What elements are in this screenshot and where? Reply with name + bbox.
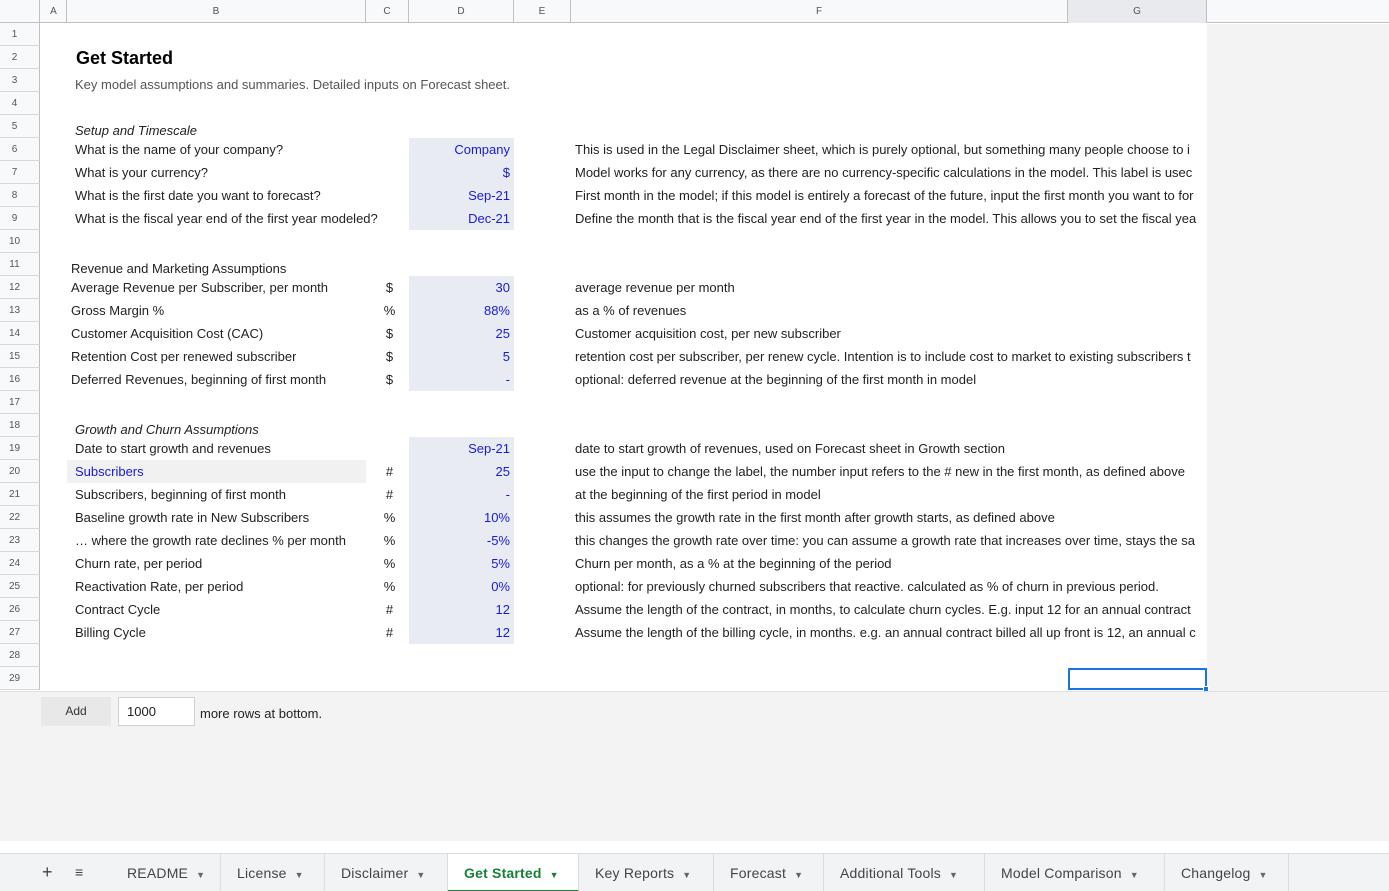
row-number: 18 xyxy=(8,420,21,431)
growth-input-value[interactable]: 12 xyxy=(409,621,514,644)
sheet-tab-bar xyxy=(0,853,1389,891)
row-number: 6 xyxy=(11,144,18,155)
growth-note: Assume the length of the billing cycle, in months. e.g. an annual contract billed all up front is 12, an annual c xyxy=(575,625,1196,640)
sheet-tab-label: Forecast xyxy=(730,865,787,881)
row-number: 25 xyxy=(8,581,21,592)
growth-input-value[interactable]: 12 xyxy=(409,598,514,621)
growth-note: this assumes the growth rate in the first month after growth starts, as defined above xyxy=(575,510,1055,525)
row-header[interactable] xyxy=(0,161,40,184)
growth-note: Churn per month, as a % at the beginning of the period xyxy=(575,556,892,571)
row-number: 28 xyxy=(8,650,21,661)
sheet-empty-right xyxy=(1207,24,1389,692)
chevron-down-icon[interactable]: ▼ xyxy=(416,870,426,880)
sheet-tab-forecast[interactable] xyxy=(714,854,824,891)
setup-input-value[interactable]: Dec-21 xyxy=(409,207,514,230)
add-sheet-icon[interactable]: + xyxy=(42,862,53,882)
setup-input-value[interactable]: Sep-21 xyxy=(409,184,514,207)
revenue-note: optional: deferred revenue at the beginning of the first month in model xyxy=(575,372,977,387)
row-number: 3 xyxy=(11,75,18,86)
growth-note: date to start growth of revenues, used on Forecast sheet in Growth section xyxy=(575,441,1005,456)
row-header[interactable] xyxy=(0,276,40,299)
revenue-unit: $ xyxy=(385,349,394,364)
setup-input-value[interactable]: $ xyxy=(409,161,514,184)
row-number: 11 xyxy=(9,259,20,270)
row-number: 29 xyxy=(8,673,21,684)
growth-label: … where the growth rate declines % per month xyxy=(75,533,346,548)
growth-unit: # xyxy=(385,602,394,617)
setup-note: Define the month that is the fiscal year end of the first year in the model. This allows you to set the fiscal yea xyxy=(575,211,1197,226)
row-number: 23 xyxy=(8,535,21,546)
revenue-note: retention cost per subscriber, per renew cycle. Intention is to include cost to market to existing subscribers t xyxy=(575,349,1191,364)
setup-note: First month in the model; if this model is entirely a forecast of the future, input the first month you want to for xyxy=(575,188,1194,203)
subscribers-label-input[interactable]: Subscribers xyxy=(67,460,366,483)
row-header[interactable] xyxy=(0,506,40,529)
row-header[interactable] xyxy=(0,368,40,391)
growth-label: Subscribers, beginning of first month xyxy=(75,487,286,502)
growth-label: Churn rate, per period xyxy=(75,556,203,571)
chevron-down-icon[interactable]: ▼ xyxy=(294,870,304,880)
revenue-label: Gross Margin % xyxy=(71,303,165,318)
growth-label: Contract Cycle xyxy=(75,602,161,617)
row-number: 26 xyxy=(8,604,21,615)
chevron-down-icon[interactable]: ▼ xyxy=(196,870,206,880)
column-header-g[interactable]: G xyxy=(1068,0,1207,23)
row-number: 22 xyxy=(8,512,21,523)
growth-unit: % xyxy=(383,579,396,594)
setup-label: What is the fiscal year end of the first year modeled? xyxy=(75,211,378,226)
revenue-label: Retention Cost per renewed subscriber xyxy=(71,349,297,364)
sheet-tab-additional-tools[interactable] xyxy=(824,854,985,891)
row-number: 21 xyxy=(8,489,21,500)
revenue-unit: % xyxy=(383,303,396,318)
growth-input-value[interactable]: 5% xyxy=(409,552,514,575)
row-header[interactable] xyxy=(0,322,40,345)
row-number: 5 xyxy=(11,121,18,132)
growth-input-value[interactable]: 10% xyxy=(409,506,514,529)
row-number: 16 xyxy=(8,374,21,385)
sheet-tab-model-comparison[interactable] xyxy=(985,854,1165,891)
sheet-tab-label: License xyxy=(237,865,287,881)
page-title: Get Started xyxy=(76,48,174,68)
growth-heading: Growth and Churn Assumptions xyxy=(75,422,259,437)
row-number: 8 xyxy=(11,190,18,201)
growth-label: Date to start growth and revenues xyxy=(75,441,271,456)
sheet-tab-label: README xyxy=(127,865,189,881)
revenue-input-value[interactable]: 30 xyxy=(409,276,514,299)
growth-note: optional: for previously churned subscribers that reactive. calculated as % of churn in previous period. xyxy=(575,579,1159,594)
row-number: 7 xyxy=(11,167,18,178)
growth-input-value[interactable]: 0% xyxy=(409,575,514,598)
column-header-e[interactable]: E xyxy=(514,0,571,23)
growth-label: Baseline growth rate in New Subscribers xyxy=(75,510,310,525)
add-rows-count-input[interactable]: 1000 xyxy=(118,697,195,726)
sheet-tab-label: Get Started xyxy=(464,865,542,881)
revenue-note: as a % of revenues xyxy=(575,303,687,318)
row-header[interactable] xyxy=(0,483,40,506)
column-header-b[interactable]: B xyxy=(67,0,366,23)
chevron-down-icon[interactable]: ▼ xyxy=(949,870,959,880)
chevron-down-icon[interactable]: ▼ xyxy=(1129,870,1139,880)
revenue-unit: $ xyxy=(385,326,394,341)
page-subtitle: Key model assumptions and summaries. Detailed inputs on Forecast sheet. xyxy=(75,77,510,92)
row-number: 2 xyxy=(11,52,18,63)
row-header[interactable] xyxy=(0,46,40,69)
sheet-tab-label: Disclaimer xyxy=(341,865,409,881)
revenue-label: Customer Acquisition Cost (CAC) xyxy=(71,326,264,341)
growth-unit xyxy=(366,437,413,460)
sheet-tab-key-reports[interactable] xyxy=(579,854,714,891)
sheet-tab-label: Additional Tools xyxy=(840,865,942,881)
growth-label: Reactivation Rate, per period xyxy=(75,579,244,594)
row-header[interactable] xyxy=(0,69,40,92)
row-number: 19 xyxy=(8,443,21,454)
row-number: 12 xyxy=(8,282,21,293)
growth-unit: % xyxy=(383,556,396,571)
revenue-input-value[interactable]: - xyxy=(409,368,514,391)
growth-note: use the input to change the label, the number input refers to the # new in the first month, as defined above xyxy=(575,464,1185,479)
setup-note: Model works for any currency, as there are no currency-specific calculations in the model. This label is usec xyxy=(575,165,1193,180)
row-number: 14 xyxy=(8,328,21,339)
setup-heading: Setup and Timescale xyxy=(75,123,198,138)
row-header[interactable] xyxy=(0,299,40,322)
select-all-corner[interactable] xyxy=(0,0,40,23)
revenue-input-value[interactable]: 5 xyxy=(409,345,514,368)
row-header[interactable] xyxy=(0,184,40,207)
row-number: 20 xyxy=(8,466,21,477)
chevron-down-icon[interactable]: ▼ xyxy=(1258,870,1268,880)
row-header[interactable] xyxy=(0,207,40,230)
growth-input-value[interactable]: - xyxy=(409,483,514,506)
setup-label: What is your currency? xyxy=(75,165,208,180)
row-header[interactable] xyxy=(0,391,40,414)
growth-label: Billing Cycle xyxy=(75,625,146,640)
revenue-heading: Revenue and Marketing Assumptions xyxy=(71,261,287,276)
revenue-input-value[interactable]: 88% xyxy=(409,299,514,322)
row-header[interactable] xyxy=(0,460,40,483)
row-header[interactable] xyxy=(0,598,40,621)
row-header[interactable] xyxy=(0,414,40,437)
row-number: 24 xyxy=(8,558,21,569)
growth-input-value[interactable]: -5% xyxy=(409,529,514,552)
row-number: 27 xyxy=(8,627,21,638)
all-sheets-icon[interactable]: ≡ xyxy=(75,864,84,880)
row-header[interactable] xyxy=(0,621,40,644)
row-header[interactable] xyxy=(0,138,40,161)
revenue-note: Customer acquisition cost, per new subscriber xyxy=(575,326,841,341)
row-header[interactable] xyxy=(0,552,40,575)
sheet-tab-disclaimer[interactable] xyxy=(325,854,448,891)
setup-note: This is used in the Legal Disclaimer sheet, which is purely optional, but something many people choose to i xyxy=(575,142,1190,157)
row-number: 17 xyxy=(8,397,21,408)
row-header[interactable] xyxy=(0,345,40,368)
chevron-down-icon[interactable]: ▼ xyxy=(682,870,692,880)
sheet-tab-get-started[interactable] xyxy=(448,854,579,891)
sheet-tab-license[interactable] xyxy=(221,854,325,891)
active-cell-selection[interactable] xyxy=(1068,668,1207,690)
setup-label: What is the name of your company? xyxy=(75,142,284,157)
row-header[interactable] xyxy=(0,437,40,460)
row-header[interactable] xyxy=(0,644,40,667)
add-rows-button[interactable]: Add xyxy=(41,697,111,726)
row-number: 9 xyxy=(11,213,18,224)
revenue-unit: $ xyxy=(385,372,394,387)
growth-note: Assume the length of the contract, in months, to calculate churn cycles. E.g. input 12 for an annual contract xyxy=(575,602,1191,617)
revenue-label: Average Revenue per Subscriber, per month xyxy=(71,280,329,295)
row-number: 4 xyxy=(11,98,18,109)
row-number: 15 xyxy=(8,351,21,362)
sheet-tab-label: Changelog xyxy=(1181,865,1251,881)
revenue-input-value[interactable]: 25 xyxy=(409,322,514,345)
chevron-down-icon[interactable]: ▼ xyxy=(794,870,804,880)
sheet-tab-readme[interactable] xyxy=(111,854,221,891)
row-header[interactable] xyxy=(0,575,40,598)
row-number: 10 xyxy=(8,236,21,247)
growth-note: this changes the growth rate over time: you can assume a growth rate that increases over time, stays the sa xyxy=(575,533,1195,548)
growth-unit: % xyxy=(383,533,396,548)
growth-unit: # xyxy=(385,625,394,640)
growth-unit: % xyxy=(383,510,396,525)
add-rows-label: more rows at bottom. xyxy=(200,706,323,721)
setup-label: What is the first date you want to forecast? xyxy=(75,188,321,203)
growth-input-value[interactable]: Sep-21 xyxy=(409,437,514,460)
growth-unit: # xyxy=(385,464,394,479)
row-header[interactable] xyxy=(0,230,40,253)
sheet-tab-label: Model Comparison xyxy=(1001,865,1122,881)
sheet-tab-changelog[interactable] xyxy=(1165,854,1289,891)
growth-input-value[interactable]: 25 xyxy=(409,460,514,483)
row-header[interactable] xyxy=(0,23,40,46)
sheet-tab-label: Key Reports xyxy=(595,865,675,881)
setup-input-value[interactable]: Company xyxy=(409,138,514,161)
row-header[interactable] xyxy=(0,253,40,276)
column-header-d[interactable]: D xyxy=(409,0,514,23)
revenue-label: Deferred Revenues, beginning of first month xyxy=(71,372,327,387)
row-header[interactable] xyxy=(0,667,40,690)
column-header-a[interactable]: A xyxy=(41,0,67,23)
chevron-down-icon[interactable]: ▼ xyxy=(549,870,559,880)
row-header[interactable] xyxy=(0,529,40,552)
column-header-c[interactable]: C xyxy=(366,0,409,23)
row-header[interactable] xyxy=(0,115,40,138)
growth-unit: # xyxy=(385,487,394,502)
row-number: 1 xyxy=(11,29,18,40)
revenue-note: average revenue per month xyxy=(575,280,735,295)
growth-note: at the beginning of the first period in model xyxy=(575,487,821,502)
column-header-f[interactable]: F xyxy=(571,0,1068,23)
revenue-unit: $ xyxy=(385,280,394,295)
row-number: 13 xyxy=(8,305,21,316)
row-header[interactable] xyxy=(0,92,40,115)
